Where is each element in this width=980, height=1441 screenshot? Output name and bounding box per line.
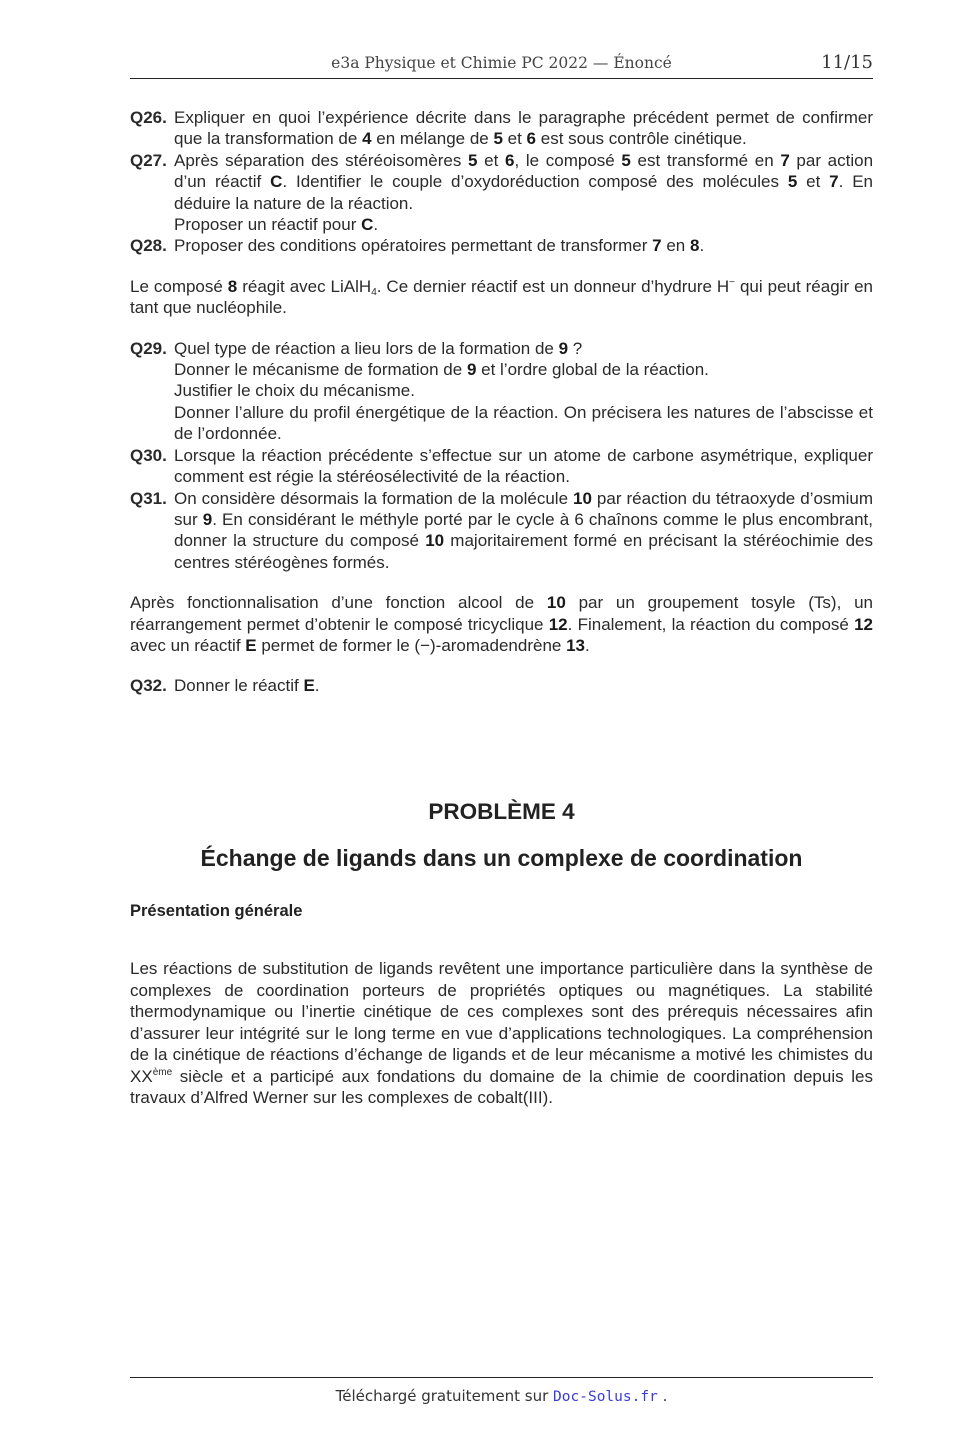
question-subline: Donner le mécanisme de formation de 9 et l’ordre global de la réaction. [174,360,709,380]
question-text: Expliquer en quoi l’expérience décrite dans le paragraphe précédent permet de confirmer que la transformation de 4 en mélange de 5 et 6 est sous contrôle cinétique. [174,108,873,149]
intro-paragraph: Les réactions de substitution de ligands revêtent une importance particulière dans la synthèse de complexes de coordination porteurs de propriétés optiques ou magnétiques. La stabilité thermodynamique ou l’inertie cinétique de ces complexes sont des prérequis nécessaires afin d’assurer leur intégrité sur le long terme en vue d’applications technologiques. La compréhension de la cinétique de réactions d’échange de ligands et de leur mécanisme a motivé les chimistes du XXème siècle et a participé aux fondations du domaine de la chimie de coordination depuis les travaux d’Alfred Werner sur les complexes de cobalt(III). [130,959,873,1107]
question-label: Q30. [130,445,167,465]
bold-reference: 5 [493,129,503,149]
bold-reference: 13 [566,635,585,655]
bold-reference: 5 [468,150,478,170]
header-title: e3a Physique et Chimie PC 2022 — Énoncé [331,54,672,72]
section-title: Présentation générale [130,902,303,920]
bold-reference: 9 [558,338,569,358]
bold-reference: 8 [689,236,700,256]
question-subline: Justifier le choix du mécanisme. [174,381,415,401]
bold-reference: E [245,635,257,655]
page-footer: Téléchargé gratuitement sur Doc-Solus.fr . [335,1387,668,1405]
compound-number: 8 [227,276,238,296]
paragraph-lialh4: Le composé 8 réagit avec LiAlH$_4$. Ce dernier réactif est un donneur d’hydrure H− qui peut réagir en tant que nucléophile. [130,276,873,318]
bold-reference: 12 [548,614,568,634]
bold-reference: 10 [546,593,566,613]
question-label: Q29. [130,338,167,358]
bold-reference: 7 [829,172,839,192]
question-text: Donner le réactif E. [174,676,320,696]
bold-reference: C [361,215,374,235]
bold-reference: 5 [787,172,798,192]
question-label: Q26. [130,108,167,127]
question-text: Après séparation des stéréoisomères 5 et 6, le composé 5 est transformé en 7 par action d’un réactif C. Identifier le couple d’oxydoréduction composé des molécules 5 et 7. En déduire la nature de la réaction. Proposer un réactif pour C. [174,150,874,235]
question-label: Q31. [130,488,167,508]
footer-rule [130,1377,873,1378]
question-text: On considère désormais la formation de la molécule 10 par réaction du tétraoxyde d’osmium sur 9. En considérant le méthyle porté par le cycle à 6 chaînons comme le plus encombrant, donner la structure du composé 10 majoritairement formé en précisant la stéréochimie des centres stéréogènes formés. [174,488,874,572]
question-item [130,235,873,256]
question-item [130,675,873,696]
bold-reference: 10 [573,488,592,508]
doc-solus-link[interactable]: Doc-Solus.fr [553,1389,658,1405]
bold-reference: 9 [466,360,477,380]
bold-reference: 7 [652,236,662,256]
bold-reference: 7 [780,150,790,170]
bold-reference: 5 [621,150,631,170]
question-label: Q28. [130,236,167,256]
question-text: Proposer des conditions opératoires permettant de transformer 7 en 8. [174,236,705,256]
question-subline: Donner l’allure du profil énergétique de la réaction. On précisera les natures de l’abscisse et de l’ordonnée. [174,402,873,444]
problem-subtitle: Échange de ligands dans un complexe de coordination [200,845,803,871]
question-text: Quel type de réaction a lieu lors de la formation de 9 ? Donner le mécanisme de formation de 9 et l’ordre global de la réaction. Justifier le choix du mécanisme. Donner l’allure du profil énergétique de la réaction. On précisera les natures de l’abscisse et de l’ordonnée. [174,338,873,444]
question-item [130,445,873,488]
bold-reference: 9 [202,509,213,529]
question-list-bottom [130,675,873,696]
question-subline: Proposer un réactif pour C. [174,215,379,235]
question-list-top [130,107,873,257]
page-number: 11/15 [821,52,873,73]
paragraph-tosyl: Après fonctionnalisation d’une fonction alcool de 10 par un groupement tosyle (Ts), un réarrangement permet d’obtenir le composé tricyclique 12. Finalement, la réaction du composé 12 avec un réactif E permet de former le (−)-aromadendrène 13. [130,593,873,655]
question-item [130,150,873,236]
bold-reference: 10 [425,531,445,551]
bold-reference: E [303,676,315,696]
question-list-middle [130,338,873,573]
bold-reference: 4 [362,129,372,149]
bold-reference: C [270,172,283,192]
bold-reference: 6 [505,150,515,170]
page-header [130,52,873,79]
page-content [130,107,873,697]
question-item [130,488,873,574]
question-label: Q32. [130,676,167,696]
bold-reference: 6 [526,129,537,149]
question-label: Q27. [130,150,167,170]
question-text: Lorsque la réaction précédente s’effectue sur un atome de carbone asymétrique, expliquer comment est régie la stéréosélectivité de la réaction. [174,445,873,487]
bold-reference: 12 [854,614,873,634]
question-item [130,107,873,150]
problem-title: PROBLÈME 4 [428,799,575,824]
question-item [130,338,873,445]
